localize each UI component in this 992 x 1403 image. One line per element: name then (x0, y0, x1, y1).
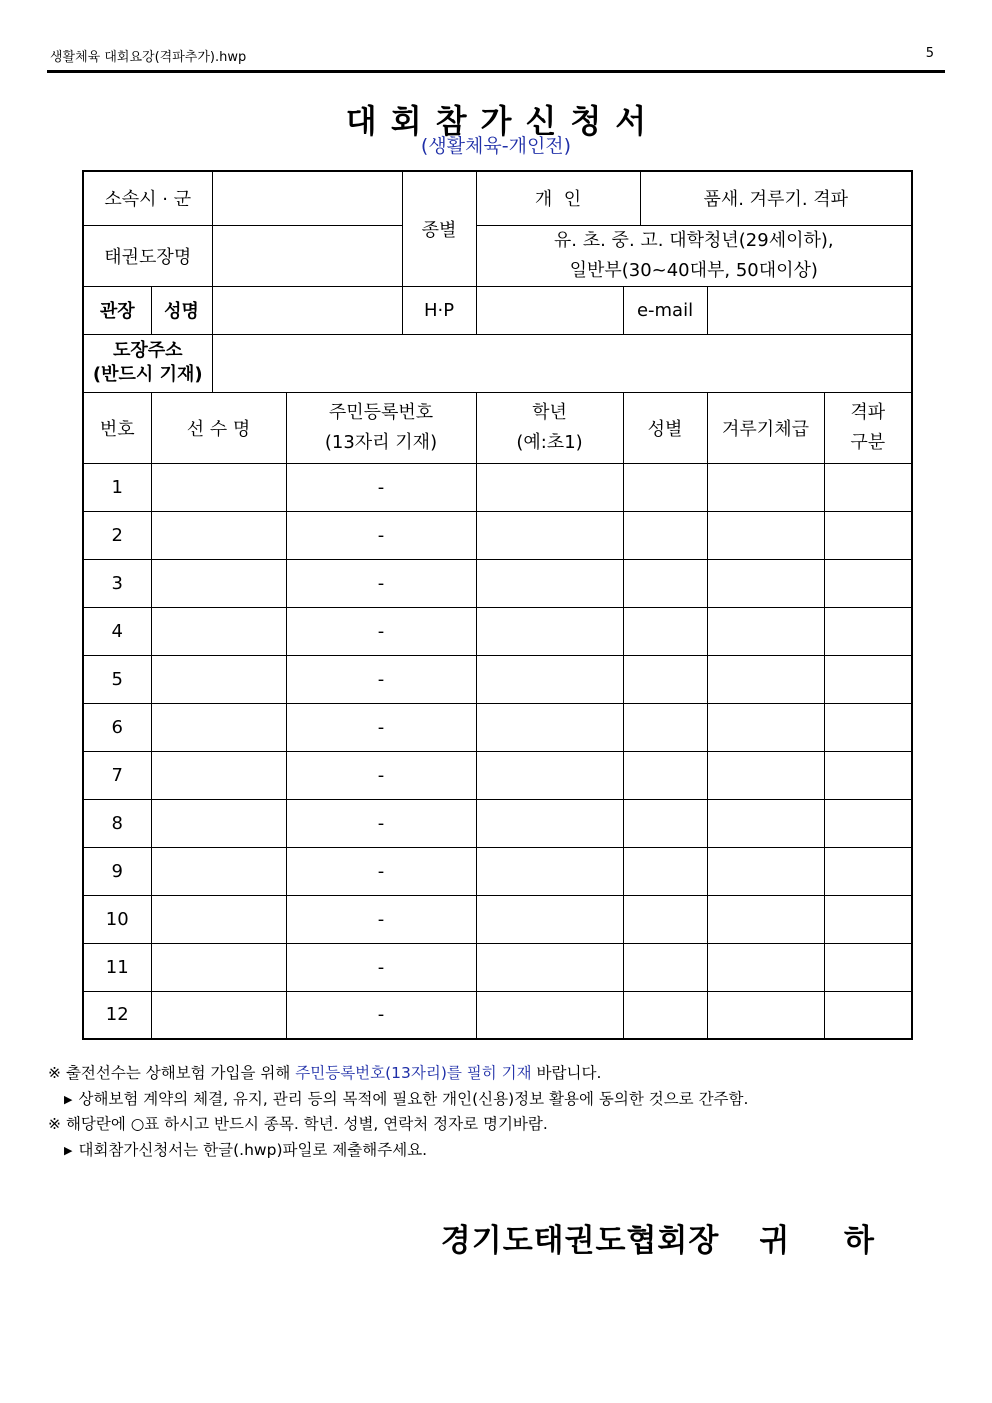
roster-header-breaking (824, 392, 912, 463)
roster-row (83, 847, 912, 895)
hp-field[interactable] (476, 286, 623, 334)
form-title: 대회참가신청서 (345, 102, 661, 140)
roster-cell-id[interactable]: - (286, 463, 476, 511)
roster-row (83, 703, 912, 751)
roster-cell-gender[interactable] (623, 559, 707, 607)
roster-cell-grade[interactable] (476, 463, 623, 511)
roster-cell-breaking[interactable] (824, 751, 912, 799)
honorific: 귀 하 (759, 1223, 896, 1259)
roster-cell-weight-class[interactable] (707, 751, 824, 799)
roster-row (83, 799, 912, 847)
note-1-sub (48, 1087, 748, 1113)
roster-header-grade (476, 392, 623, 463)
roster-cell-weight-class[interactable] (707, 703, 824, 751)
note-1-text-before: 출전선수는 상해보험 가입을 위해 (65, 1064, 291, 1082)
roster-cell-no: 1 (83, 463, 151, 511)
roster-cell-id[interactable]: - (286, 703, 476, 751)
roster-cell-weight-class[interactable] (707, 799, 824, 847)
roster-cell-grade[interactable] (476, 607, 623, 655)
email-field[interactable] (707, 286, 912, 334)
divisions-cell (476, 225, 912, 286)
roster-header-breaking-line-2: 구분 (850, 431, 886, 453)
header-filename: 생활체육 대회요강(격파추가).hwp (50, 50, 247, 65)
roster-cell-id[interactable]: - (286, 511, 476, 559)
roster-cell-breaking[interactable] (824, 991, 912, 1039)
roster-cell-breaking[interactable] (824, 655, 912, 703)
roster-cell-no: 5 (83, 655, 151, 703)
roster-cell-breaking[interactable] (824, 847, 912, 895)
addressee: 경기도태권도협회장 (440, 1223, 720, 1259)
roster-cell-player-name[interactable] (151, 799, 286, 847)
addressee-line (441, 1215, 896, 1260)
roster-cell-player-name[interactable] (151, 607, 286, 655)
roster-header-id (286, 392, 476, 463)
roster-cell-id[interactable]: - (286, 895, 476, 943)
roster-cell-weight-class[interactable] (707, 943, 824, 991)
address-label (83, 334, 212, 392)
note-1-highlight: 주민등록번호(13자리)를 필히 기재 (295, 1064, 532, 1082)
roster-cell-grade[interactable] (476, 799, 623, 847)
roster-row (83, 607, 912, 655)
roster-cell-breaking[interactable] (824, 799, 912, 847)
roster-cell-weight-class[interactable] (707, 991, 824, 1039)
roster-cell-grade[interactable] (476, 655, 623, 703)
note-2-text: 해당란에 ○표 하시고 반드시 종목. 학년. 성별, 연락처 정자로 명기바람. (65, 1115, 548, 1133)
director-name-field[interactable] (212, 286, 402, 334)
roster-cell-no: 12 (83, 991, 151, 1039)
roster-cell-player-name[interactable] (151, 559, 286, 607)
roster-cell-id[interactable]: - (286, 943, 476, 991)
roster-cell-player-name[interactable] (151, 895, 286, 943)
roster-header-id-line-2: (13자리 기재) (324, 431, 438, 453)
roster-cell-gender[interactable] (623, 847, 707, 895)
roster-cell-breaking[interactable] (824, 703, 912, 751)
note-1-text-after: 바랍니다. (536, 1064, 602, 1082)
roster-cell-no: 11 (83, 943, 151, 991)
note-2-sub-text: 대회참가신청서는 한글(.hwp)파일로 제출해주세요. (78, 1140, 428, 1159)
roster-cell-grade[interactable] (476, 559, 623, 607)
note-2-mark: ※ (48, 1115, 61, 1133)
roster-header-id-line-1: 주민등록번호 (328, 401, 434, 423)
roster-cell-gender[interactable] (623, 943, 707, 991)
roster-row (83, 559, 912, 607)
roster-cell-weight-class[interactable] (707, 463, 824, 511)
dojang-name-field[interactable] (212, 225, 402, 286)
roster-cell-no: 8 (83, 799, 151, 847)
note-2-sub (48, 1138, 748, 1164)
hp-label: H·P (402, 286, 476, 334)
roster-cell-no: 7 (83, 751, 151, 799)
director-name-label: 성명 (151, 286, 212, 334)
dojang-name-label: 태권도장명 (83, 225, 212, 286)
roster-cell-no: 4 (83, 607, 151, 655)
roster-cell-id[interactable]: - (286, 655, 476, 703)
roster-cell-grade[interactable] (476, 847, 623, 895)
director-label: 관장 (83, 286, 151, 334)
roster-cell-weight-class[interactable] (707, 847, 824, 895)
roster-header-gender: 성별 (623, 392, 707, 463)
roster-cell-gender[interactable] (623, 895, 707, 943)
roster-cell-weight-class[interactable] (707, 559, 824, 607)
roster-cell-grade[interactable] (476, 511, 623, 559)
affiliation-field[interactable] (212, 171, 402, 225)
roster-header-weight-class: 겨루기체급 (707, 392, 824, 463)
roster-cell-player-name[interactable] (151, 463, 286, 511)
roster-cell-gender[interactable] (623, 799, 707, 847)
roster-cell-player-name[interactable] (151, 703, 286, 751)
email-label: e-mail (623, 286, 707, 334)
roster-cell-breaking[interactable] (824, 559, 912, 607)
roster-cell-breaking[interactable] (824, 511, 912, 559)
triangle-bullet-icon: ▶ (64, 1092, 73, 1106)
roster-cell-id[interactable]: - (286, 559, 476, 607)
roster-cell-breaking[interactable] (824, 607, 912, 655)
roster-cell-gender[interactable] (623, 463, 707, 511)
roster-cell-grade[interactable] (476, 751, 623, 799)
roster-cell-grade[interactable] (476, 703, 623, 751)
notes-section (48, 1061, 748, 1163)
divisions-line-2: 일반부(30~40대부, 50대이상) (569, 259, 818, 281)
roster-cell-player-name[interactable] (151, 943, 286, 991)
roster-row (83, 751, 912, 799)
events-list: 품새. 겨루기. 격파 (640, 171, 912, 225)
note-1-sub-text: 상해보험 계약의 체결, 유지, 관리 등의 목적에 필요한 개인(신용)정보 활용에 동의한 것으로 간주함. (78, 1089, 749, 1108)
roster-cell-id[interactable]: - (286, 607, 476, 655)
category-label: 종별 (402, 171, 476, 286)
roster-row (83, 463, 912, 511)
roster-cell-grade[interactable] (476, 943, 623, 991)
roster-cell-gender[interactable] (623, 703, 707, 751)
roster-cell-no: 9 (83, 847, 151, 895)
header-divider (47, 70, 945, 73)
roster-cell-id[interactable]: - (286, 991, 476, 1039)
roster-cell-breaking[interactable] (824, 895, 912, 943)
roster-row (83, 895, 912, 943)
roster-row (83, 511, 912, 559)
roster-cell-player-name[interactable] (151, 751, 286, 799)
address-field[interactable] (212, 334, 912, 392)
roster-cell-breaking[interactable] (824, 463, 912, 511)
roster-cell-no: 10 (83, 895, 151, 943)
roster-row (83, 943, 912, 991)
roster-cell-player-name[interactable] (151, 991, 286, 1039)
roster-header-grade-line-2: (예:초1) (516, 431, 583, 453)
address-label-line-1: 도장주소 (112, 340, 183, 361)
note-2 (48, 1112, 748, 1138)
roster-cell-grade[interactable] (476, 991, 623, 1039)
roster-cell-no: 2 (83, 511, 151, 559)
roster-cell-player-name[interactable] (151, 511, 286, 559)
roster-header-breaking-line-1: 격파 (850, 401, 886, 423)
triangle-bullet-icon: ▶ (64, 1143, 73, 1157)
roster-cell-player-name[interactable] (151, 655, 286, 703)
roster-header-player-name: 선 수 명 (151, 392, 286, 463)
roster-cell-weight-class[interactable] (707, 655, 824, 703)
affiliation-label: 소속시 · 군 (83, 171, 212, 225)
roster-cell-weight-class[interactable] (707, 607, 824, 655)
roster-cell-weight-class[interactable] (707, 895, 824, 943)
roster-cell-gender[interactable] (623, 751, 707, 799)
note-1 (48, 1061, 748, 1087)
roster-cell-player-name[interactable] (151, 847, 286, 895)
roster-cell-gender[interactable] (623, 991, 707, 1039)
application-form-table (82, 170, 913, 1040)
note-1-mark: ※ (48, 1064, 61, 1082)
roster-cell-no: 6 (83, 703, 151, 751)
roster-cell-gender[interactable] (623, 607, 707, 655)
header-page-number: 5 (925, 46, 934, 61)
roster-cell-id[interactable]: - (286, 799, 476, 847)
address-label-line-2: (반드시 기재) (92, 364, 203, 385)
roster-cell-gender[interactable] (623, 655, 707, 703)
roster-cell-id[interactable]: - (286, 847, 476, 895)
individual-label: 개 인 (476, 171, 640, 225)
roster-header-no: 번호 (83, 392, 151, 463)
roster-cell-id[interactable]: - (286, 751, 476, 799)
roster-cell-grade[interactable] (476, 895, 623, 943)
roster-cell-no: 3 (83, 559, 151, 607)
roster-cell-weight-class[interactable] (707, 511, 824, 559)
form-subtitle: (생활체육-개인전) (420, 135, 572, 157)
roster-row (83, 991, 912, 1039)
divisions-line-1: 유. 초. 중. 고. 대학청년(29세이하), (553, 229, 834, 251)
roster-row (83, 655, 912, 703)
roster-header-grade-line-1: 학년 (532, 401, 567, 423)
roster-cell-gender[interactable] (623, 511, 707, 559)
roster-cell-breaking[interactable] (824, 943, 912, 991)
